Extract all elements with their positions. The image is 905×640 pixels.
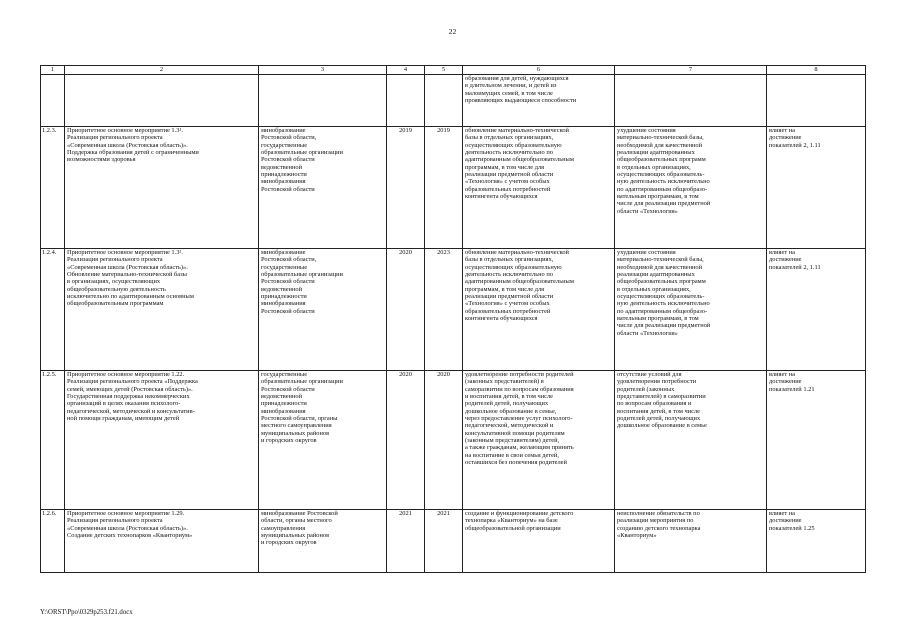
empty-cell [259, 75, 387, 127]
consequence-text: ухудшение состояния материально-технической базы, необходимой для качественной реализации адаптированных общеобразовательных программ в отдельных организациях, осуществляющих образователь- ную деятельность исключительно по адаптированным общеобразо- вательным программам, в том числе для реализации предметной области «Технология» [617, 249, 711, 337]
result-text: удовлетворение потребности родителей (законных представителей) в саморазвитии по вопросам образования и воспитания детей, в том числе родителей детей, получающих дошкольное образование в семье, через предоставление услуг психолого- педагогической, методической и консультативной помощи родителям (законным представителям) детей, а также гражданам, желающим принять на воспитание в свои семьи детей, оставшихся без попечения родителей [465, 371, 574, 467]
result-cell [463, 510, 615, 573]
row-number: 1.2.3. [41, 127, 65, 249]
executor-text: минобразование Ростовской области, государственные образовательные организации Ростовской области ведомственной принадлежности минобразования Ростовской области [261, 127, 343, 193]
result-cell [463, 249, 615, 371]
executor-text: минобразование Ростовской области, органы местного самоуправления муниципальных районов и городских округов [261, 510, 338, 547]
start-year: 2020 [387, 249, 425, 371]
executor-cell [259, 510, 387, 573]
row-number: 1.2.4. [41, 249, 65, 371]
link-cell [767, 371, 866, 510]
empty-cell [65, 75, 259, 127]
empty-cell [387, 75, 425, 127]
empty-cell [41, 75, 65, 127]
consequence-cell [615, 249, 767, 371]
indicator-link-text: влияет на достижение показателей 1.25 [769, 510, 815, 532]
activity-cell [65, 371, 259, 510]
consequence-cell [615, 371, 767, 510]
start-year: 2019 [387, 127, 425, 249]
activity-cell [65, 249, 259, 371]
result-cell [463, 75, 615, 127]
activity-cell [65, 510, 259, 573]
empty-cell [615, 75, 767, 127]
page-number: 22 [448, 27, 457, 36]
result-cell [463, 371, 615, 510]
indicator-link-text: влияет на достижение показателей 1.21 [769, 371, 815, 393]
file-path-footer: Y:\ORST\Ppo\0329p253.f21.docx [40, 609, 133, 616]
link-cell [767, 249, 866, 371]
link-cell [767, 127, 866, 249]
header-cell: 1 [41, 66, 65, 75]
end-year: 2019 [425, 127, 463, 249]
consequence-cell [615, 127, 767, 249]
activity-title: Приоритетное основное мероприятие 1.22. Реализация регионального проекта «Поддержка семей, имеющих детей (Ростовская область)». Государственная поддержка некоммерческих организаций в целях оказания психолого- педагогической, методической и консультатив- ной помощи гражданам, имеющим детей [67, 371, 198, 423]
header-cell: 4 [387, 66, 425, 75]
table-header-row [41, 66, 866, 75]
executor-cell [259, 249, 387, 371]
consequence-text: отсутствие условий для удовлетворения потребности родителей (законных представителей) в саморазвитии по вопросам образования и воспитания детей, в том числе родителей детей, получающих дошкольное образование в семье [617, 371, 707, 430]
table-row [41, 510, 866, 573]
activity-title: Приоритетное основное мероприятие 1.3¹. Реализация регионального проекта «Современная школа (Ростовская область)». Поддержка образования детей с ограниченными возможностями здоровья [67, 127, 199, 164]
table-row-continuation [41, 75, 866, 127]
header-cell: 7 [615, 66, 767, 75]
consequence-text: неисполнение обязательств по реализации мероприятия по созданию детского технопарка «Кванториум» [617, 510, 701, 540]
executor-cell [259, 371, 387, 510]
indicator-link-text: влияет на достижение показателей 2, 1.11 [769, 127, 821, 149]
table-row [41, 127, 866, 249]
activity-title: Приоритетное основное мероприятие 1.3². Реализация регионального проекта «Современная школа (Ростовская область)». Обновление материально-технической базы в организациях, осуществляющих общеобразовательную деятельность исключительно по адаптированным основным общеобразовательным программам [67, 249, 194, 308]
end-year: 2021 [425, 510, 463, 573]
table-row [41, 371, 866, 510]
row-number: 1.2.6. [41, 510, 65, 573]
header-cell: 8 [767, 66, 866, 75]
activity-cell [65, 127, 259, 249]
header-cell: 3 [259, 66, 387, 75]
result-text: создание и функционирование детского технопарка «Кванториум» на базе общеобразовательной организации [465, 510, 574, 532]
empty-cell [767, 75, 866, 127]
executor-cell [259, 127, 387, 249]
activity-title: Приоритетное основное мероприятие 1.29. Реализация регионального проекта «Современная школа (Ростовская область)». Создание детских технопарков «Кванториум» [67, 510, 193, 540]
activities-table [40, 65, 866, 573]
result-text: обновление материально-технической базы в отдельных организациях, осуществляющих образовательную деятельность исключительно по адаптированным общеобразовательным программам, в том числе для реализации предметной области «Технология» с учетом особых образовательных потребностей контингента обучающихся [465, 127, 574, 201]
header-cell: 5 [425, 66, 463, 75]
executor-text: минобразование Ростовской области, государственные образовательные организации Ростовской области ведомственной принадлежности минобразования Ростовской области [261, 249, 343, 315]
result-text: обновление материально-технической базы в отдельных организациях, осуществляющих образовательную деятельность исключительно по адаптированным общеобразовательным программам, в том числе для реализации предметной области «Технология» с учетом особых образовательных потребностей контингента обучающихся [465, 249, 574, 323]
header-cell: 2 [65, 66, 259, 75]
result-cell [463, 127, 615, 249]
indicator-link-text: влияет на достижение показателей 2, 1.11 [769, 249, 821, 271]
row-number: 1.2.5. [41, 371, 65, 510]
executor-text: государственные образовательные организации Ростовской области ведомственной принадлежности минобразования Ростовской области, органы местного самоуправления муниципальных районов и городских округов [261, 371, 343, 445]
link-cell [767, 510, 866, 573]
consequence-cell [615, 510, 767, 573]
header-cell: 6 [463, 66, 615, 75]
empty-cell [425, 75, 463, 127]
consequence-text: ухудшение состояния материально-технической базы, необходимой для качественной реализации адаптированных общеобразовательных программ в отдельных организациях, осуществляющих образователь- ную деятельность исключительно по адаптированным общеобразо- вательным программам, в том числе для реализации предметной области «Технология» [617, 127, 711, 215]
start-year: 2021 [387, 510, 425, 573]
result-text: образования для детей, нуждающихся в длительном лечении, и детей из малоимущих семей, в том числе проявляющих выдающиеся способности [465, 75, 577, 105]
table-row [41, 249, 866, 371]
end-year: 2023 [425, 249, 463, 371]
end-year: 2020 [425, 371, 463, 510]
start-year: 2020 [387, 371, 425, 510]
